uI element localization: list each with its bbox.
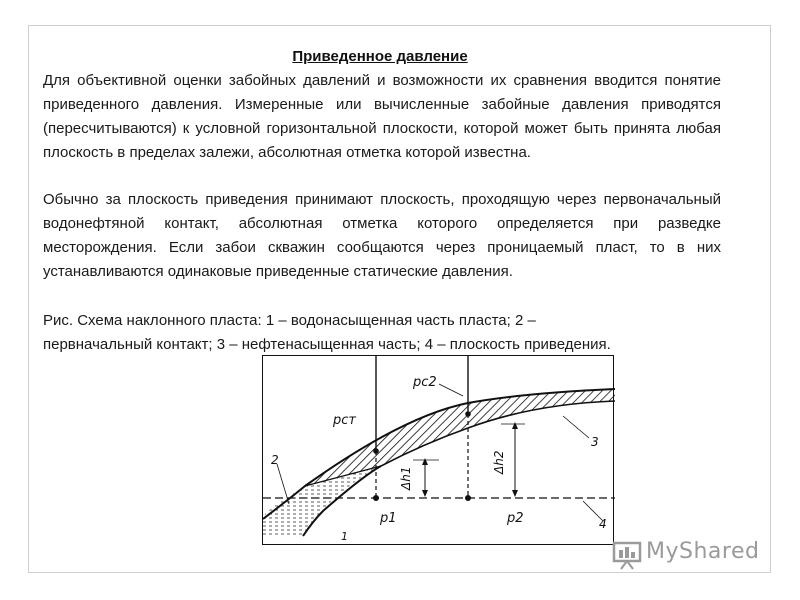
label-number-3: 3 xyxy=(591,435,599,449)
well-2-bottom-point xyxy=(465,411,471,417)
watermark-text: MyShared xyxy=(646,539,760,564)
label-dh1: Δh1 xyxy=(399,466,413,490)
document-title: Приведенное давление xyxy=(292,48,468,65)
inclined-layer-diagram xyxy=(262,355,614,545)
oil-saturated-zone xyxy=(305,389,615,486)
leader-3 xyxy=(563,416,589,438)
label-number-2: 2 xyxy=(271,453,279,467)
label-pc1: pст xyxy=(333,413,356,428)
label-p1: p1 xyxy=(380,511,397,526)
reduced-point-1 xyxy=(373,495,379,501)
presentation-board-icon xyxy=(610,537,644,571)
myshared-watermark xyxy=(606,535,776,571)
label-number-1: 1 xyxy=(341,530,348,543)
label-dh2: Δh2 xyxy=(492,450,506,474)
label-pc2: pс2 xyxy=(413,375,437,390)
well-1-bottom-point xyxy=(373,448,379,454)
reduced-point-2 xyxy=(465,495,471,501)
paragraph-2: Обычно за плоскость приведения принимают плоскость, проходящую через первоначальный водонефтяной контакт, абсолютная отметка которого определяется при разведке месторождения. Если забои скважин сообщаются через проницаемый пласт, то в них устанавливаются одинаковые приведенные статические давления. xyxy=(43,191,721,280)
dh1-arrowhead-top xyxy=(422,458,428,465)
dh2-arrowhead-top xyxy=(512,422,518,429)
dh1-arrowhead-bottom xyxy=(422,490,428,497)
leader-pc2 xyxy=(439,384,463,396)
dh2-arrowhead-bottom xyxy=(512,490,518,497)
paragraph-1: Для объективной оценки забойных давлений и возможности их сравнения вводится понятие приведенного давления. Измеренные или вычисленные забойные давления приводятся (пересчитываются) к условной горизонтальной плоскости, которой может быть принята любая плоскость в пределах залежи, абсолютная отметка которой известна. xyxy=(43,72,721,161)
figure-caption: Рис. Схема наклонного пласта: 1 – водонасыщенная часть пласта; 2 – первначальный контакт; 3 – нефтенасыщенная часть; 4 – плоскость приведения. xyxy=(43,312,611,353)
label-number-4: 4 xyxy=(599,517,607,531)
label-p2: p2 xyxy=(507,511,524,526)
diagram-svg xyxy=(263,356,615,546)
